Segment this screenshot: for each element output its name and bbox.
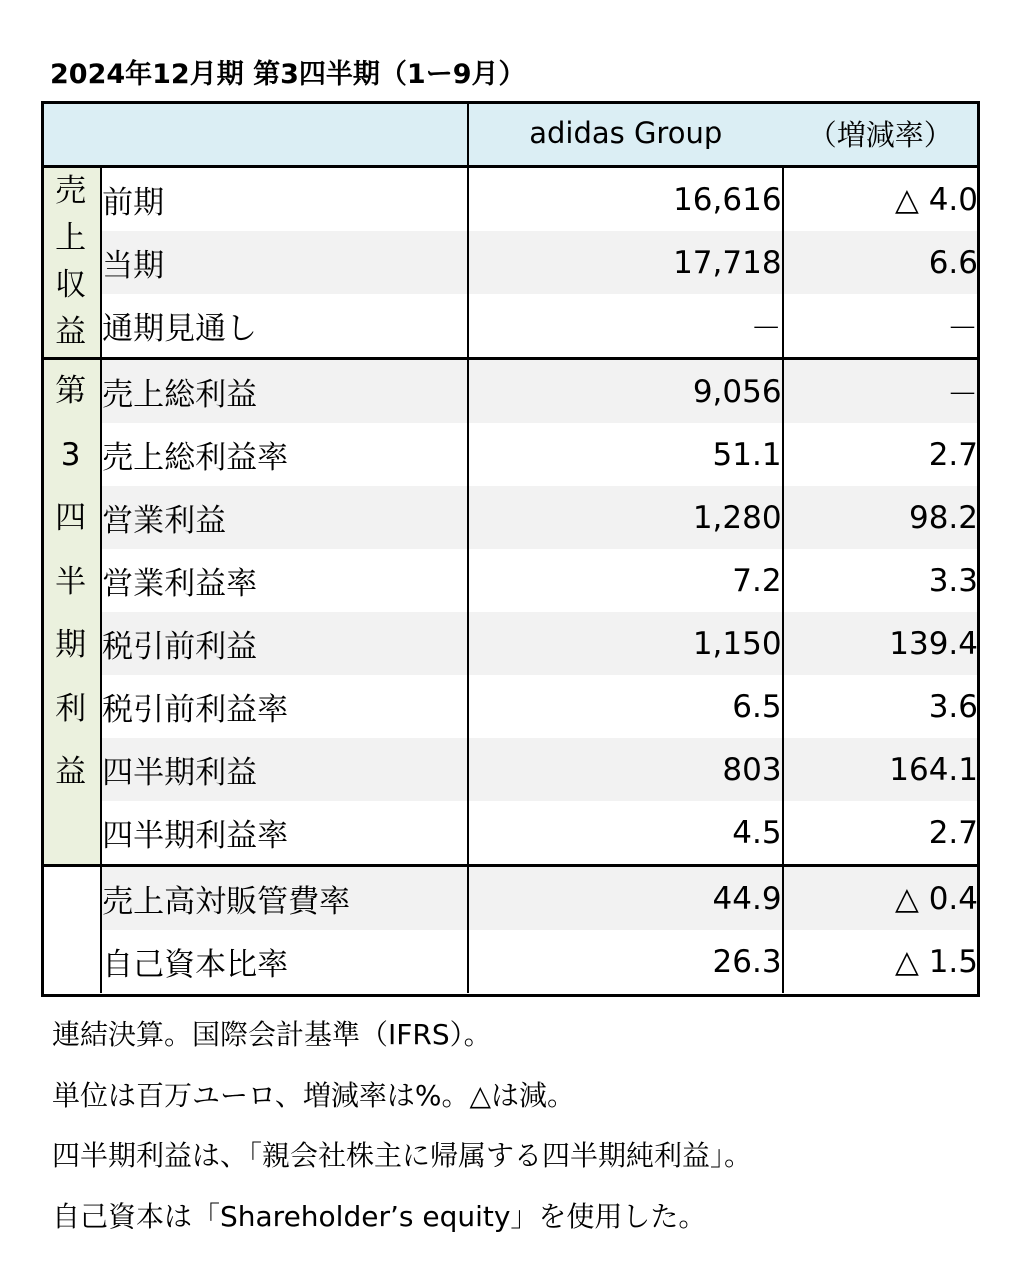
- row-value: 17,718: [468, 231, 783, 294]
- row-rate: △ 4.0: [783, 167, 978, 232]
- footnote: 四半期利益は、「親会社株主に帰属する四半期純利益」。: [52, 1139, 753, 1172]
- header-company: adidas Group: [468, 101, 783, 167]
- table-row: [41, 801, 978, 866]
- row-value: 16,616: [468, 167, 783, 232]
- table-row: [41, 423, 978, 486]
- row-label: 営業利益: [101, 486, 468, 549]
- row-rate: △ 1.5: [895, 943, 978, 980]
- row-label: 当期: [101, 231, 468, 294]
- row-value: 4.5: [468, 801, 783, 866]
- row-rate: －: [947, 311, 978, 347]
- row-label: 売上総利益: [101, 359, 468, 424]
- table-row: [41, 549, 978, 612]
- side-label-revenue: 売 上 収 益: [41, 167, 101, 359]
- footnotes: [52, 1005, 752, 1247]
- row-rate: 6.6: [783, 231, 978, 294]
- row-label: 税引前利益率: [101, 675, 468, 738]
- table-header-row: [41, 101, 978, 167]
- page-title: 2024年12月期 第3四半期（1ー9月）: [50, 59, 526, 90]
- row-value: 6.5: [468, 675, 783, 738]
- row-label: 前期: [101, 167, 468, 232]
- row-value: 26.3: [468, 930, 783, 993]
- row-rate: 164.1: [783, 738, 978, 801]
- row-value: 803: [468, 738, 783, 801]
- row-value: 1,150: [468, 612, 783, 675]
- row-value: －: [468, 294, 783, 359]
- header-rate: （増減率）: [783, 101, 978, 167]
- row-label: 四半期利益: [101, 738, 468, 801]
- row-rate: 2.7: [928, 436, 978, 473]
- table-row: [41, 738, 978, 801]
- table-row: [41, 866, 978, 931]
- row-value: 1,280: [468, 486, 783, 549]
- footnote: 自己資本は「Shareholder’s equity」を使用した。: [52, 1199, 707, 1233]
- side-label-profit: 第 3 四 半 期 利 益: [41, 359, 101, 866]
- row-label: 売上総利益率: [101, 423, 468, 486]
- row-rate: 3.3: [928, 562, 978, 599]
- row-rate: －: [783, 359, 978, 424]
- table-row: [41, 930, 978, 993]
- table-row: [41, 675, 978, 738]
- row-rate: 2.7: [928, 814, 978, 851]
- table-row: [41, 231, 978, 294]
- header-label-cell: [101, 101, 468, 167]
- footnote: 単位は百万ユーロ、増減率は%。△は減。: [52, 1078, 576, 1112]
- table-row: [41, 167, 978, 232]
- table-row: [41, 612, 978, 675]
- row-value: 7.2: [468, 549, 783, 612]
- header-blank-cell: [41, 101, 101, 167]
- row-label: 四半期利益率: [101, 801, 468, 866]
- row-label: 税引前利益: [101, 612, 468, 675]
- row-label: 自己資本比率: [101, 930, 468, 993]
- row-rate: 139.4: [783, 612, 978, 675]
- row-rate: 3.6: [928, 688, 978, 725]
- table-row: [41, 294, 978, 359]
- row-label: 売上高対販管費率: [101, 866, 468, 931]
- row-rate: 98.2: [783, 486, 978, 549]
- table-row: [41, 486, 978, 549]
- side-label-blank: [41, 866, 101, 994]
- footnote: 連結決算。国際会計基準（IFRS）。: [52, 1018, 492, 1051]
- row-label: 通期見通し: [101, 294, 468, 359]
- row-value: 51.1: [468, 423, 783, 486]
- financial-table: [41, 101, 978, 993]
- table-row: [41, 359, 978, 424]
- row-value: 9,056: [468, 359, 783, 424]
- row-label: 営業利益率: [101, 549, 468, 612]
- row-value: 44.9: [468, 866, 783, 931]
- row-rate: △ 0.4: [783, 866, 978, 931]
